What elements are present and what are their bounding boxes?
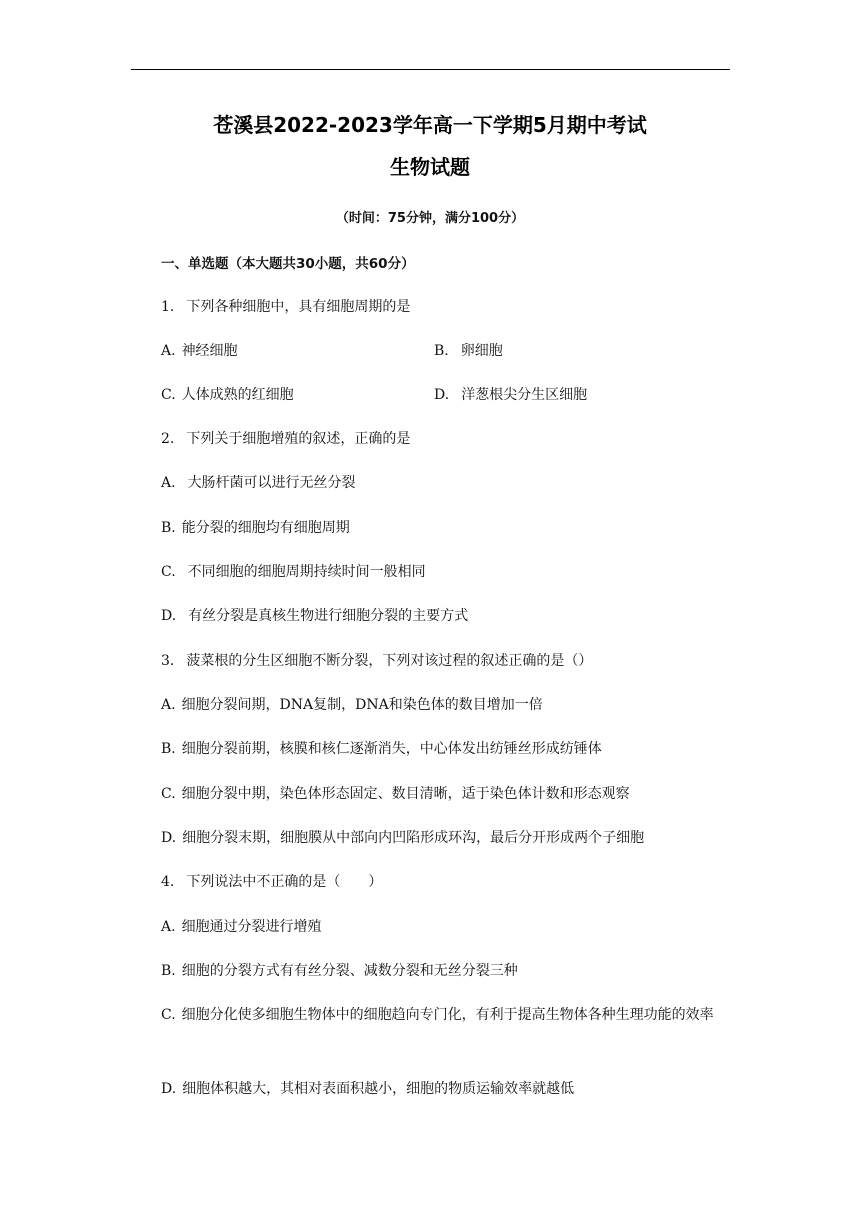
question-number: 1. <box>161 299 175 315</box>
option-text: 细胞通过分裂进行增殖 <box>181 919 322 935</box>
question-2-option-a <box>161 473 356 493</box>
option-letter: B. <box>161 963 176 979</box>
option-text: 细胞体积越大，其相对表面积越小，细胞的物质运输效率就越低 <box>182 1081 575 1097</box>
option-text: 细胞分裂中期，染色体形态固定、数目清晰，适于染色体计数和形态观察 <box>181 786 630 802</box>
option-text: 人体成熟的红细胞 <box>181 387 294 403</box>
option-letter: A. <box>161 343 176 359</box>
option-text: 细胞的分裂方式有有丝分裂、减数分裂和无丝分裂三种 <box>181 963 518 979</box>
option-letter: C. <box>161 564 176 580</box>
question-4-option-a <box>161 917 322 937</box>
option-text: 神经细胞 <box>181 343 238 359</box>
header-rule <box>131 69 730 70</box>
option-letter: D. <box>161 830 177 846</box>
question-number: 4. <box>161 874 175 890</box>
question-4-option-d <box>161 1079 574 1099</box>
document-title: 苍溪县2022-2023学年高一下学期5月期中考试 <box>213 113 647 137</box>
option-text: 细胞分裂前期，核膜和核仁逐渐消失，中心体发出纺锤丝形成纺锤体 <box>181 741 602 757</box>
option-letter: A. <box>161 475 176 491</box>
option-text: 卵细胞 <box>460 343 503 359</box>
question-2-stem <box>161 429 410 449</box>
question-4-option-b <box>161 961 518 981</box>
option-letter: A. <box>161 697 176 713</box>
question-3-option-d <box>161 828 644 848</box>
option-text: 不同细胞的细胞周期持续时间一般相同 <box>187 564 426 580</box>
option-text: 洋葱根尖分生区细胞 <box>461 387 588 403</box>
question-text: 菠菜根的分生区细胞不断分裂，下列对该过程的叙述正确的是（） <box>186 653 593 669</box>
question-3-option-a <box>161 695 543 715</box>
option-letter: B. <box>161 741 176 757</box>
option-letter: D. <box>161 1081 177 1097</box>
exam-info: （时间：75分钟，满分100分） <box>335 211 525 226</box>
question-1-option-c <box>161 385 294 405</box>
question-number: 2. <box>161 431 175 447</box>
option-text: 大肠杆菌可以进行无丝分裂 <box>187 475 356 491</box>
question-2-option-b <box>161 518 350 538</box>
option-letter: C. <box>161 786 176 802</box>
question-3-stem <box>161 651 592 671</box>
question-text: 下列各种细胞中，具有细胞周期的是 <box>186 299 411 315</box>
question-text: 下列关于细胞增殖的叙述，正确的是 <box>186 431 411 447</box>
question-1-option-d <box>434 385 587 405</box>
option-letter: A. <box>161 919 176 935</box>
question-4-stem <box>161 872 382 892</box>
option-letter: C. <box>161 387 176 403</box>
question-number: 3. <box>161 653 175 669</box>
option-text: 细胞分裂间期，DNA复制，DNA和染色体的数目增加一倍 <box>181 697 543 713</box>
question-3-option-b <box>161 739 602 759</box>
document-subtitle: 生物试题 <box>390 155 470 179</box>
option-letter: B. <box>434 343 449 359</box>
option-text: 能分裂的细胞均有细胞周期 <box>181 520 350 536</box>
question-1-option-b <box>434 341 503 361</box>
option-text: 细胞分化使多细胞生物体中的细胞趋向专门化，有利于提高生物体各种生理功能的效率 <box>181 1007 714 1023</box>
option-letter: D. <box>434 387 450 403</box>
section-heading: 一、单选题（本大题共30小题，共60分） <box>161 256 415 272</box>
question-3-option-c <box>161 784 630 804</box>
option-letter: C. <box>161 1007 176 1023</box>
option-letter: B. <box>161 520 176 536</box>
option-text: 有丝分裂是真核生物进行细胞分裂的主要方式 <box>188 608 469 624</box>
option-letter: D. <box>161 608 177 624</box>
question-4-option-c <box>161 1001 733 1030</box>
option-text: 细胞分裂末期，细胞膜从中部向内凹陷形成环沟，最后分开形成两个子细胞 <box>182 830 645 846</box>
question-text: 下列说法中不正确的是（ ） <box>186 874 383 890</box>
question-2-option-c <box>161 562 426 582</box>
question-2-option-d <box>161 606 468 626</box>
question-1-option-a <box>161 341 238 361</box>
question-1-stem <box>161 297 410 317</box>
